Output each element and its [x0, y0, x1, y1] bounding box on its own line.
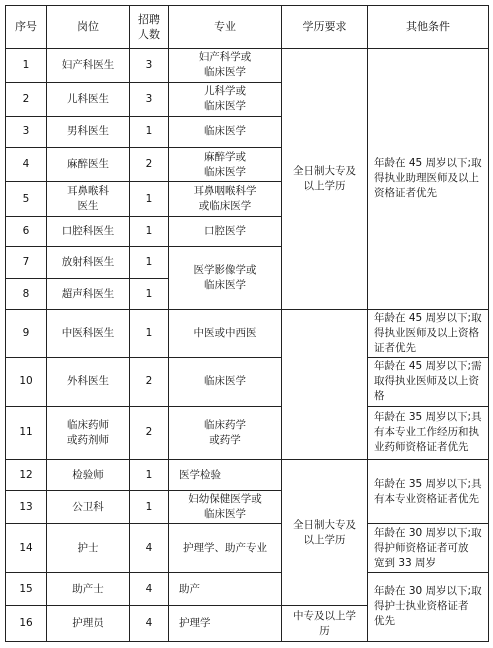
cell-other-group-3: 年龄在 45 周岁以下;需 取得执业医师及以上资 格	[368, 357, 489, 406]
cell-post: 中医科医生	[47, 310, 130, 358]
cell-post: 临床药师 或药剂师	[47, 406, 130, 460]
cell-major: 临床医学	[169, 116, 282, 147]
cell-count: 2	[130, 406, 169, 460]
cell-major: 临床药学 或药学	[169, 406, 282, 460]
cell-no: 4	[6, 147, 47, 181]
cell-no: 3	[6, 116, 47, 147]
cell-count: 1	[130, 460, 169, 490]
cell-count: 4	[130, 572, 169, 605]
cell-post: 放射科医生	[47, 247, 130, 278]
table-row	[6, 48, 489, 82]
cell-no: 13	[6, 490, 47, 523]
cell-major: 麻醉学或 临床医学	[169, 147, 282, 181]
cell-post: 耳鼻喉科 医生	[47, 182, 130, 216]
header-edu: 学历要求	[282, 6, 368, 49]
cell-edu-group-2: 全日制大专及 以上学历	[282, 460, 368, 606]
header-major: 专业	[169, 6, 282, 49]
cell-no: 12	[6, 460, 47, 490]
table-row	[6, 310, 489, 358]
table-row	[6, 460, 489, 490]
header-row	[6, 6, 489, 49]
cell-count: 1	[130, 247, 169, 278]
cell-no: 7	[6, 247, 47, 278]
cell-major: 助产	[169, 572, 282, 605]
cell-no: 10	[6, 357, 47, 406]
cell-major: 临床医学	[169, 357, 282, 406]
table-row	[6, 406, 489, 460]
cell-post: 公卫科	[47, 490, 130, 523]
cell-major: 耳鼻咽喉科学 或临床医学	[169, 182, 282, 216]
cell-other-group-7: 年龄在 30 周岁以下;取 得护士执业资格证者 优先	[368, 572, 489, 641]
cell-count: 2	[130, 357, 169, 406]
header-no: 序号	[6, 6, 47, 49]
cell-post: 检验师	[47, 460, 130, 490]
cell-count: 4	[130, 606, 169, 642]
cell-other-group-1: 年龄在 45 周岁以下;取 得执业助理医师及以上 资格证者优先	[368, 48, 489, 310]
cell-post: 助产士	[47, 572, 130, 605]
cell-no: 6	[6, 216, 47, 246]
table-row	[6, 572, 489, 605]
cell-major: 中医或中西医	[169, 310, 282, 358]
cell-edu-group-1: 全日制大专及 以上学历	[282, 48, 368, 310]
cell-count: 1	[130, 490, 169, 523]
cell-count: 3	[130, 48, 169, 82]
cell-other-group-4: 年龄在 35 周岁以下;具 有本专业工作经历和执 业药师资格证者优先	[368, 406, 489, 460]
cell-edu-group-1-cont	[282, 310, 368, 460]
cell-other-group-6: 年龄在 30 周岁以下;取 得护师资格证者可放 宽到 33 周岁	[368, 524, 489, 573]
cell-count: 3	[130, 83, 169, 116]
cell-no: 9	[6, 310, 47, 358]
cell-count: 1	[130, 216, 169, 246]
cell-post: 儿科医生	[47, 83, 130, 116]
cell-post: 麻醉医生	[47, 147, 130, 181]
header-count: 招聘 人数	[130, 6, 169, 49]
cell-no: 1	[6, 48, 47, 82]
cell-major: 医学检验	[169, 460, 282, 490]
cell-post: 妇产科医生	[47, 48, 130, 82]
cell-post: 口腔科医生	[47, 216, 130, 246]
cell-other-group-2: 年龄在 45 周岁以下;取 得执业医师及以上资格 证者优先	[368, 310, 489, 358]
header-other: 其他条件	[368, 6, 489, 49]
cell-no: 2	[6, 83, 47, 116]
recruitment-table	[5, 5, 489, 642]
cell-no: 11	[6, 406, 47, 460]
cell-post: 男科医生	[47, 116, 130, 147]
cell-major: 儿科学或 临床医学	[169, 83, 282, 116]
cell-edu-group-3: 中专及以上学 历	[282, 606, 368, 642]
cell-count: 2	[130, 147, 169, 181]
cell-count: 1	[130, 182, 169, 216]
cell-no: 5	[6, 182, 47, 216]
cell-major: 妇产科学或 临床医学	[169, 48, 282, 82]
cell-post: 超声科医生	[47, 278, 130, 309]
cell-count: 1	[130, 116, 169, 147]
cell-no: 14	[6, 524, 47, 573]
cell-no: 8	[6, 278, 47, 309]
cell-no: 15	[6, 572, 47, 605]
cell-major: 妇幼保健医学或 临床医学	[169, 490, 282, 523]
cell-post: 护士	[47, 524, 130, 573]
table-row	[6, 524, 489, 573]
cell-no: 16	[6, 606, 47, 642]
cell-count: 4	[130, 524, 169, 573]
cell-major: 医学影像学或 临床医学	[169, 247, 282, 310]
cell-major: 口腔医学	[169, 216, 282, 246]
header-post: 岗位	[47, 6, 130, 49]
cell-major: 护理学、助产专业	[169, 524, 282, 573]
cell-major: 护理学	[169, 606, 282, 642]
cell-post: 护理员	[47, 606, 130, 642]
cell-count: 1	[130, 310, 169, 358]
cell-other-group-5: 年龄在 35 周岁以下;具 有本专业资格证者优先	[368, 460, 489, 524]
table-row	[6, 357, 489, 406]
cell-post: 外科医生	[47, 357, 130, 406]
cell-count: 1	[130, 278, 169, 309]
